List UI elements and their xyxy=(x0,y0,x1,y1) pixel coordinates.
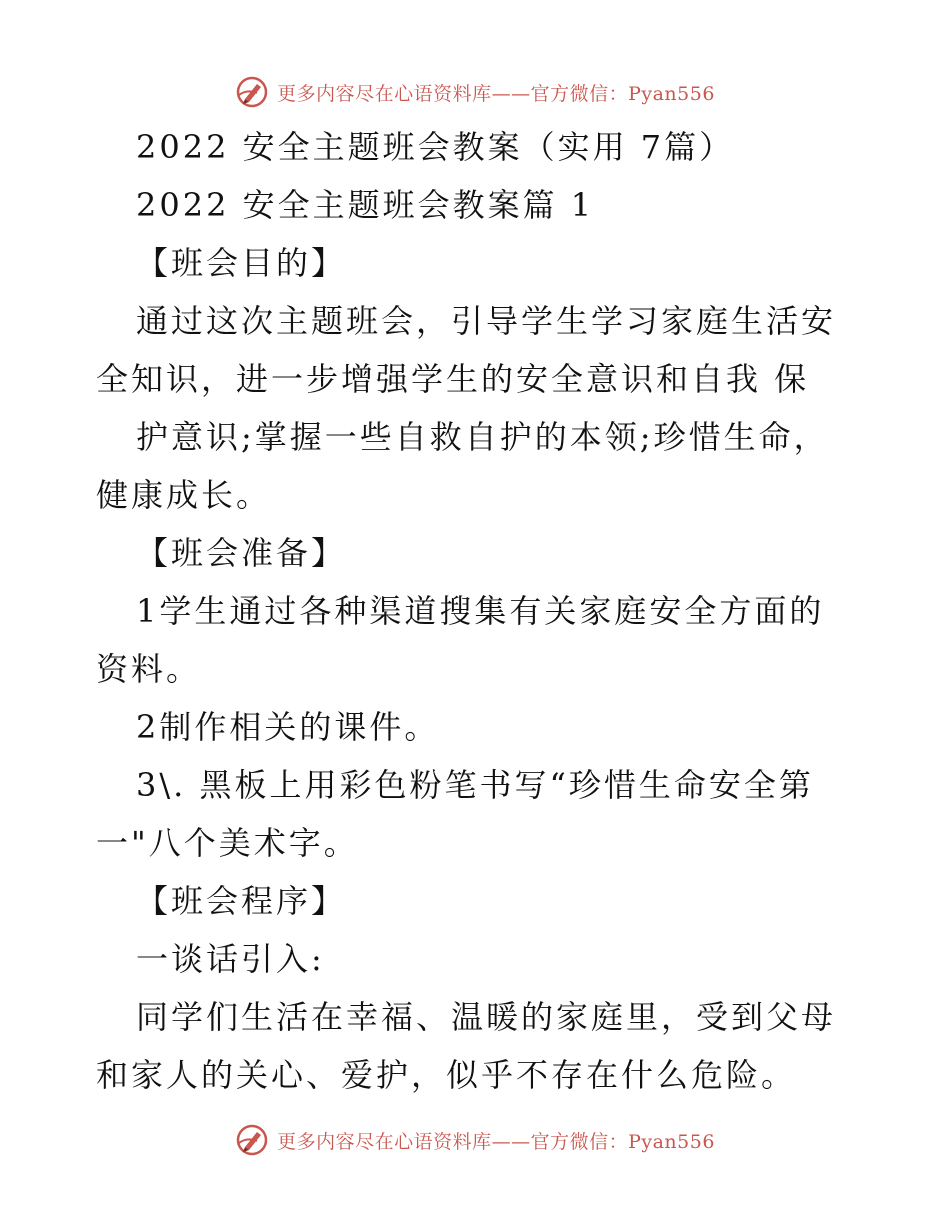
bracket-heading-preparation: 【班会准备】 xyxy=(136,534,347,572)
pen-logo-icon xyxy=(235,1123,269,1157)
paragraph: 通过这次主题班会，引导学生学习家庭生活安全知识，进一步增强学生的安全意识和自我 保 xyxy=(96,302,837,398)
paragraph: 2制作相关的课件。 xyxy=(136,708,440,746)
watermark-banner-bottom xyxy=(0,1120,950,1160)
watermark-banner-top xyxy=(0,72,950,112)
watermark-text: 更多内容尽在心语资料库——官方微信：Pyan556 xyxy=(277,82,715,105)
paragraph: 护意识;掌握一些自救自护的本领;珍惜生命，健康成长。 xyxy=(96,418,829,514)
paragraph: 同学们生活在幸福、温暖的家庭里，受到父母和家人的关心、爱护，似乎不存在什么危险。 xyxy=(96,998,837,1094)
document-body xyxy=(96,118,856,1104)
document-title: 2022 安全主题班会教案（实用 7篇） xyxy=(136,128,735,166)
paragraph: 一谈话引入: xyxy=(136,940,325,978)
paragraph: 3\. 黑板上用彩色粉笔书写“珍惜生命安全第一"八个美术字。 xyxy=(96,766,814,862)
bracket-heading-procedure: 【班会程序】 xyxy=(136,882,347,920)
watermark-text: 更多内容尽在心语资料库——官方微信：Pyan556 xyxy=(277,1130,715,1153)
section-heading: 2022 安全主题班会教案篇 1 xyxy=(136,186,595,224)
bracket-heading-purpose: 【班会目的】 xyxy=(136,244,347,282)
paragraph: 1学生通过各种渠道搜集有关家庭安全方面的资料。 xyxy=(96,592,825,688)
pen-logo-icon xyxy=(235,75,269,109)
